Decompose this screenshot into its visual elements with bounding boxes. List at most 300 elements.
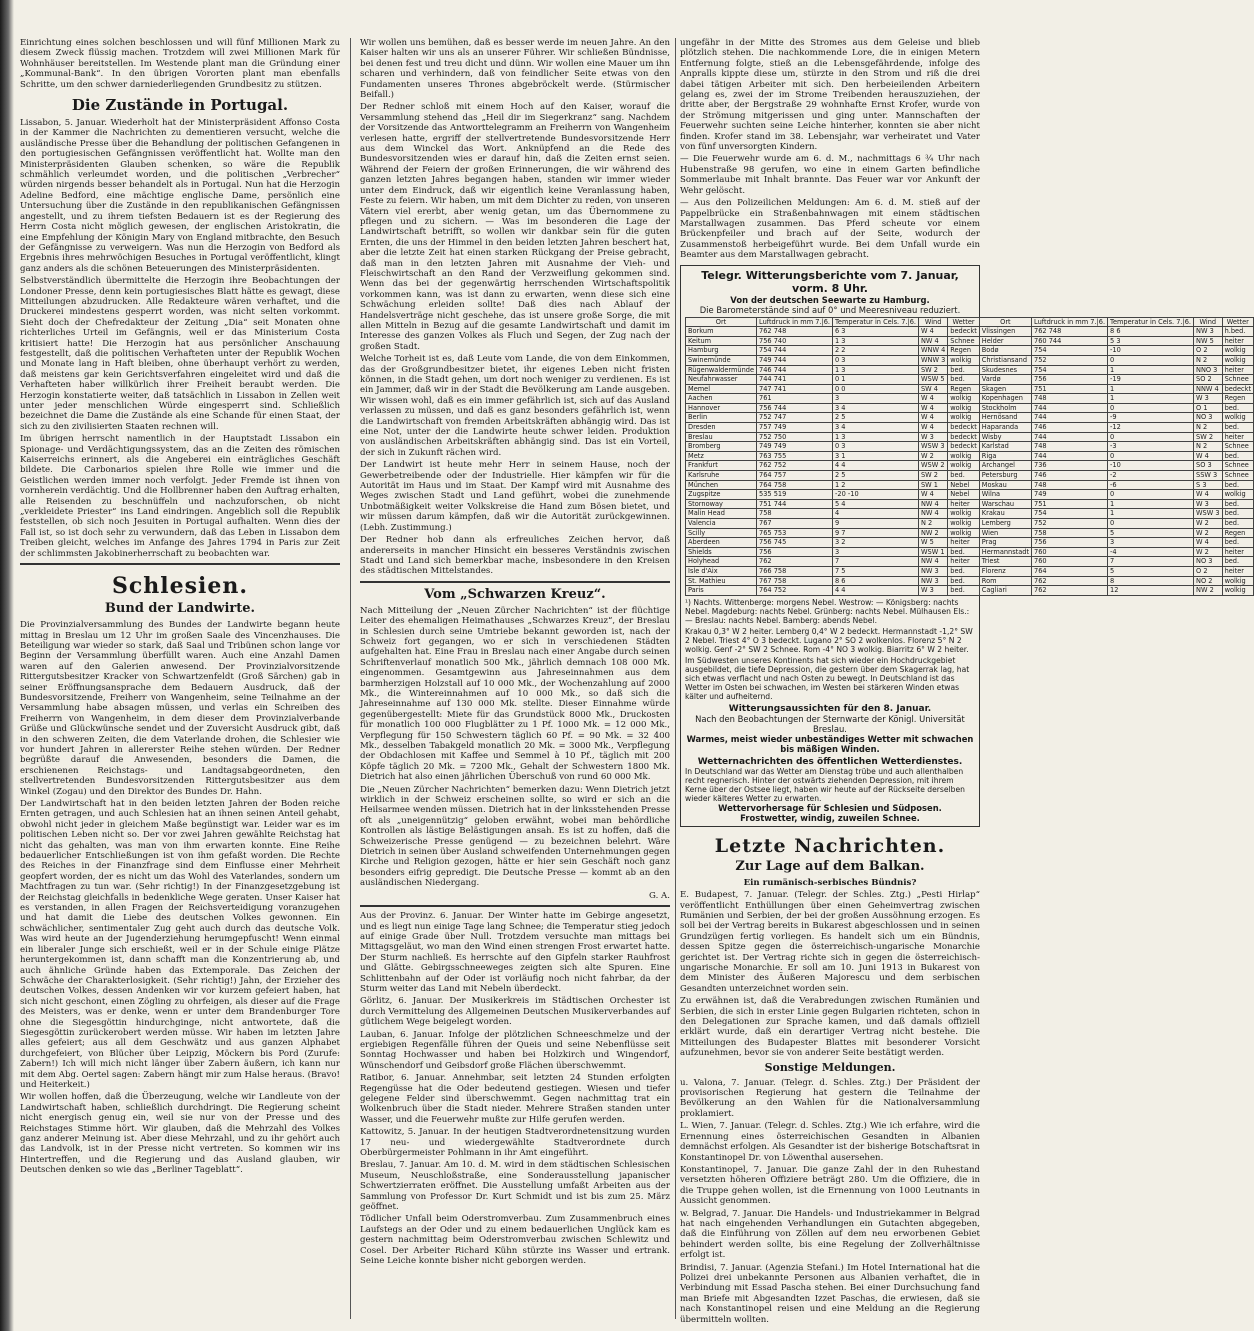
weather-table-cell: 751 [1032,384,1108,394]
balkan-subheadline: Ein rumänisch-serbisches Bündnis? [743,877,917,888]
weather-table-row [686,432,1254,442]
weather-table-cell: 7 [833,557,919,567]
portugal-paragraph-3: Im übrigen herrscht namentlich in der Hauptstadt Lissabon ein Spionage- und Verdächtigungssystem, das an die Zeiten des römischen Kaiserreichs erinnert, als die Angeberei ein einträgliches Geschäft bildete. Die Carbonarios spielen ihre Rolle wie immer und die Geistlichen werden immer noch verfolgt. Jeder Fremde ist ihnen von vornherein verdächtig. Und die Hollbrenner haben den Auftrag erhalten, alle Reisenden zu beschnüffeln und nachzuforschen, ob nicht „verkleidete Priester“ ins Land eindringen. Angeblich soll die Republik feststellen, ob sich noch Jesuiten in Portugal aufhalten. Wenn dies der Fall ist, so ist doch sehr zu verwundern, daß das Leben in Lissabon dem Treiben gleicht, welches im Anfange des Jahres 1794 in Paris zur Zeit der schlimmsten Jakobinerherrschaft zu beobachten war. [20,434,340,559]
weather-table-row [686,375,1254,385]
weather-table-cell: 762 [1032,576,1108,586]
weather-table-cell: W 4 [919,327,948,337]
late-paragraph-6: w. Belgrad, 7. Januar. Die Handels- und Industriekammer in Belgrad hat nach eingehenden Verhandlungen ein Gutachten abgegeben, daß die Einführung von Zöllen auf dem neu erworbenen Gebiet behindert werden sollte, bis eine Regelung der Zollverhältnisse erfolgt ist. [680,1208,980,1261]
weather-table-cell: Breslau [686,432,757,442]
weather-table-row [686,413,1254,423]
weather-table-cell: SW 2 [919,365,948,375]
weather-table-header: Temperatur in Cels. 7.|6. [833,317,919,327]
weather-table-row [686,384,1254,394]
weather-table-cell: 3 [833,394,919,404]
weather-table-row [686,451,1254,461]
weather-table-cell: 1 3 [833,432,919,442]
weather-table-cell: wolkig [1222,576,1254,586]
weather-table-cell: 756 [1032,538,1108,548]
weather-table-cell: Regen [1222,528,1254,538]
weather-table-cell: Borkum [686,327,757,337]
weather-table-cell: bed. [948,365,980,375]
weather-table-row [686,471,1254,481]
section-divider [360,905,670,907]
weather-table-cell: Bromberg [686,442,757,452]
weather-table-cell: -12 [1108,423,1194,433]
weather-table-cell: -2 [1108,471,1194,481]
late-paragraph-2: Zu erwähnen ist, daß die Verabredungen zwischen Rumänien und Serbien, die sich in erster Linie gegen Bulgarien richteten, schon in den Delegationen zur Sprache kamen, und daß damals offiziell erklärt wurde, daß ein derartiger Vertrag nicht bestehe. Die Mitteilungen des Budapester Blattes mit besonderer Vorsicht aufzunehmen, bevor sie von anderer Seite bestätigt werden. [680,996,980,1059]
landwirte-continued-2: Der Redner schloß mit einem Hoch auf den Kaiser, worauf die Versammlung stehend das „Heil dir im Siegerkranz“ sang. Nachdem der Vorsitzende das Antworttelegramm an Freiherrn von Wangenheim verlesen hatte, ergriff der stellvertretende Bundesvorsitzende Herr aus dem Winckel das Wort. Anknüpfend an die Rede des Bundesvorsitzenden wies er darauf hin, daß die Zeiten ernst seien. Während der Feiern der großen Erinnerungen, die wir während des ganzen letzten Jahres begangen haben, standen wir immer wieder unter dem Eindruck, daß wir eigentlich keine Veranlassung haben, Feste zu feiern. Wir haben, um mit dem Dichter zu reden, von unseren Vätern viel ererbt, aber wenig getan, um das Übernommene zu pflegen und zu sichern. — Was im besonderen die Lage der Landwirtschaft betrifft, so wollen wir dankbar sein für die guten Ernten, die uns der Himmel in den beiden letzten Jahren beschert hat, aber die letzte Zeit hat einen starken Rückgang der Preise gebracht, daß man in den letzten Jahren mit Ausnahme der Vieh- und Fleischwirtschaft an den Rand der Verzweiflung gekommen sind. Wenn das bei der gegenwärtig herrschenden Wirtschaftspolitik vorkommen kann, was ist dann zu erwarten, wenn diese sich eine Schwächung erleiden sollte! Daß dies nach Ablauf der Handelsverträge nicht geschehe, das ist unsere große Sorge, die mit allen Mitteln in Bezug auf die gesamte Landwirtschaft und damit im Interesse des ganzen Volkes als Fluch und Segen, der Zug nach der großen Stadt. [360,102,670,352]
weather-table-cell: 762 [757,557,833,567]
column-2 [360,38,670,1319]
weather-table-cell: NW 3 [919,566,948,576]
weather-table-cell: Regen [948,346,980,356]
weather-table-cell: wolkig [948,355,980,365]
weather-table-row [686,576,1254,586]
weather-table-cell: Stornoway [686,499,757,509]
weather-table-cell: NW 3 [919,576,948,586]
weather-table-cell: Regen [1222,394,1254,404]
weather-table-cell: -20 -10 [833,490,919,500]
weather-table-cell: bedeckt [948,327,980,337]
weather-table-cell: 3 4 [833,423,919,433]
weather-table-cell: wolkig [948,451,980,461]
weather-table-cell: 760 [1032,557,1108,567]
weather-table-cell: 3 1 [833,451,919,461]
weather-table-cell: 9 [833,519,919,529]
intro-paragraph: Einrichtung eines solchen beschlossen und will fünf Millionen Mark zu diesem Zweck flüssig machen. Trotzdem will zwei Millionen Mark für Wohnhäuser bereitstellen. Im Westende plant man die Gründung einer „Kommunal-Bank“. In den übrigen Vororten plant man ebenfalls Schritte, um den schwer darniederliegenden Grundbesitz zu stützen. [20,38,340,90]
weather-service-text: In Deutschland war das Wetter am Dienstag trübe und auch allenthalben recht regnerisch. Hinter der ostwärts ziehenden Depression, mit ihrem Kerne über der Ostsee liegt, haben wir heute auf der Rückseite derselben wieder kälteres Wetter zu erwarten. [685,766,965,803]
weather-table-cell: 756 [1032,375,1108,385]
weather-table-cell: heiter [948,538,980,548]
weather-table-cell: NW 4 [919,499,948,509]
weather-table-cell: 763 755 [757,451,833,461]
weather-report-title: Telegr. Witterungsberichte vom 7. Januar, vorm. 8 Uhr. [701,268,959,295]
weather-table-cell: NW 4 [919,509,948,519]
weather-table-cell: WSW 1 [919,547,948,557]
weather-table-cell: 754 744 [757,346,833,356]
polizei-paragraph: — Aus den Polizeilichen Meldungen: Am 6. d. M. stieß auf der Pappelbrücke ein Straßenbahnwagen mit einem städtischen Marstallwagen zusammen. Das Pferd scheute vor einem Brückenpfeiler und brach auf der Seite, wodurch der Zusammenstoß herbeigeführt wurde. Bei dem Unfall wurde ein Beamter aus dem Marstallwagen gebracht. [680,198,980,261]
weather-table-cell: SO 2 [1194,375,1223,385]
weather-table-row [686,547,1254,557]
weather-table-cell: 746 744 [757,365,833,375]
ratibor-paragraph: Ratibor, 6. Januar. Annehmbar, seit letzten 24 Stunden erfolgten Regengüsse hat die Oder bedeutend gestiegen. Wiesen und tiefer gelegene Felder sind überschwemmt. Gegen nachmittag trat ein Wolkenbruch über die Stadt nieder. Mehrere Straßen standen unter Wasser, und die Feuerwehr mußte zur Hilfe gerufen werden. [360,1073,670,1125]
weather-table-cell: 748 [1032,442,1108,452]
weather-table-cell: -10 [1108,461,1194,471]
weather-table-cell: 0 [1108,432,1194,442]
weather-table-cell: heiter [1222,336,1254,346]
weather-table-cell: 7 [1108,557,1194,567]
weather-table-cell: Schnee [1222,442,1254,452]
weather-table-cell: 0 3 [833,355,919,365]
weather-table-cell: 5 4 [833,499,919,509]
weather-table-cell: Swinemünde [686,355,757,365]
weather-table-cell: N 2 [1194,442,1223,452]
weather-table-cell: 767 758 [757,576,833,586]
weather-table-header: Ort [979,317,1031,327]
weather-table-cell: Paris [686,586,757,596]
weather-table-cell: wolkig [1222,346,1254,356]
weather-table-cell: 2 2 [833,346,919,356]
sonstige-headline: Sonstige Meldungen. [764,1060,896,1074]
weather-table-cell: bed. [1222,509,1254,519]
weather-table-cell: NW 2 [919,528,948,538]
weather-table-cell: 749 [1032,490,1108,500]
weather-table-cell: 749 749 [757,442,833,452]
weather-table-cell: bed. [1222,423,1254,433]
weather-table-cell: 1 3 [833,336,919,346]
weather-table-cell: -19 [1108,375,1194,385]
weather-table-cell: Florenz [979,566,1031,576]
weather-table-row [686,528,1254,538]
portugal-paragraph-2: Selbstverständlich übermittelte die Herzogin ihre Beobachtungen der Londoner Presse, denn kein portugiesisches Blatt hätte es gewagt, diese Mitteilungen abzudrucken. Alle Redakteure wären verhaftet, und die Druckerei mindestens gesperrt worden, was nicht selten vorkommt. Sieht doch der Chefredakteur der Zeitung „Dia“ seit Monaten ohne richterliches Urteil im Gefängnis, weil er das Ministerium Costa kritisiert hatte! Die Herzogin hat aus persönlicher Anschauung festgestellt, daß die politischen Verhafteten unter der Republik Wochen und Monate lang in Haft bleiben, ohne überhaupt verhört zu werden, daß meistens gar kein Gerichtsverfahren eingeleitet wird und daß die Verhafteten haber willkürlich ihrer Freiheit beraubt werden. Die Herzogin konstatierte weiter, daß tatsächlich in Lissabon in Zellen weit unter jeder menschlichen Würde eingesperrt sind. Schließlich bezeichnet die Dame die Zustände als eine Schande für einen Staat, der sich zu den zivilisierten Staaten rechnen will. [20,276,340,432]
weather-table-cell: Triest [979,557,1031,567]
weather-table-cell: Wien [979,528,1031,538]
weather-table-cell: W 5 [919,538,948,548]
weather-table-cell: bedeckt [948,432,980,442]
weather-table-cell: 5 3 [1108,336,1194,346]
weather-table-row [686,442,1254,452]
weather-table-cell: bed. [1222,451,1254,461]
weather-table [685,317,1254,596]
weather-table-cell: 764 758 [757,480,833,490]
weather-table-cell: Rügenwaldermünde [686,365,757,375]
weather-table-cell: NO 3 [1194,557,1223,567]
weather-table-cell: Frankfurt [686,461,757,471]
weather-table-row [686,538,1254,548]
weather-table-cell: Valencia [686,519,757,529]
weather-table-row [686,365,1254,375]
weather-table-cell: Vardø [979,375,1031,385]
weather-table-row [686,480,1254,490]
weather-table-cell: 767 [757,519,833,529]
weather-table-cell: wolkig [1222,355,1254,365]
weather-table-cell: bed. [948,576,980,586]
weather-table-cell: 1 [1108,365,1194,375]
weather-table-cell: Isle d'Aix [686,566,757,576]
weather-table-cell: Petersburg [979,471,1031,481]
weather-table-cell: W 4 [1194,490,1223,500]
late-news-headline: Letzte Nachrichten. [714,834,946,857]
weather-table-cell: wolkig [948,461,980,471]
weather-report-box [680,265,1252,827]
weather-table-cell: St. Mathieu [686,576,757,586]
weather-table-cell: wolkig [948,394,980,404]
weather-table-cell: 751 744 [757,499,833,509]
weather-table-cell: W 4 [919,413,948,423]
weather-table-header: Luftdruck in mm 7.|6. [1032,317,1108,327]
weather-table-cell: h.bed. [1222,327,1254,337]
weather-table-cell: 758 [757,509,833,519]
weather-table-cell: 747 741 [757,384,833,394]
weather-table-row [686,557,1254,567]
weather-table-cell: W 4 [1194,538,1223,548]
weather-table-header: Wind [919,317,948,327]
kreuz-paragraph-1: Nach Mitteilung der „Neuen Zürcher Nachrichten“ ist der flüchtige Leiter des ehemaligen Heimathauses „Schwarzes Kreuz“, der Breslau in Schlesien durch seine Umtriebe bekannt geworden ist, nach der Schweiz fort gegangen, wo er sich in verschiedenen Städten aufgehalten hat. Eine Frau in Breslau nach einer Angabe durch seinen Schriftenverlauf monatlich 500 Mk., jährlich demnach 108 000 Mk. eingenommen. Gesamtgewinn aus Jahreseinnahmen aus dem barmherzigen Holzstall auf 10 000 Mk., der Wochenzahlung auf 2000 Mk., die Wintereinnahmen auf 10 000 Mk., so daß sich die Jahreseinnahme auf 130 000 Mk. stellte. Dieser Einnahme würde gegenübergestellt: Miete für das Grundstück 8000 Mk., Druckosten für monatlich 100 000 Flugblätter zu 1 Pf. 1000 Mk. = 12 000 Mk., Verpflegung für 150 Schwestern täglich 60 Pf. = 90 Mk. = 32 400 Mk., desselben Tabakgeld monatlich 20 Mk. = 3000 Mk., Verpflegung der Obdachlosen mit Kaffee und Semmel à 10 Pf., täglich mit 200 Köpfe täglich 20 Mk. = 7200 Mk., Gehalt der Schwestern 1800 Mk. Dietrich hat also einen jährlichen Überschuß von rund 60 000 Mk. [360,605,670,783]
weather-table-cell: 744 741 [757,375,833,385]
weather-table-cell: 761 [757,394,833,404]
weather-table-cell: SSW 3 [1194,471,1223,481]
weather-table-cell: NNO 3 [1194,365,1223,375]
weather-table-row [686,490,1254,500]
landwirte-continued-4: Der Landwirt ist heute mehr Herr in seinem Hause, noch der Gewerbetreibende oder der Industrielle. Hier kämpfen wir für die Autorität im Haus und im Staat. Der Kampf wird mit Ausnahme des Weges zwischen Stadt und Land geführt, wobei die zunehmende Unbotmäßigkeit weiter Volkskreise die Hand zum Bösen bietet, und wir müssen darum kämpfen, daß wir die Autorität zurückgewinnen. (Lebh. Zustimmung.) [360,460,670,533]
weather-table-cell: heiter [1222,365,1254,375]
weather-table-cell: WNW 3 [919,355,948,365]
weather-table-cell: W 4 [919,490,948,500]
weather-table-cell: Karlsruhe [686,471,757,481]
weather-table-cell: 760 [1032,547,1108,557]
weather-table-cell: 754 [1032,365,1108,375]
weather-table-cell: O 2 [1194,346,1223,356]
weather-table-cell: 746 [1032,471,1108,481]
landwirte-continued-5: Der Redner hob dann als erfreuliches Zeichen hervor, daß andererseits in mancher Hinsicht ein besseres Verständnis zwischen Stadt und Land sich bemerkbar mache, insbesondere in den Kreisen des städtischen Mittelstandes. [360,535,670,577]
weather-table-cell: 764 [1032,566,1108,576]
weather-table-cell: O 2 [1194,566,1223,576]
late-paragraph-5: Konstantinopel, 7. Januar. Die ganze Zahl der in den Ruhestand versetzten höheren Offiziere beträgt 280. Um die Offiziere, die in die Truppe gehen wollen, ist die Ernennung von 1000 Leutnants in Aussicht genommen. [680,1164,980,1207]
weather-table-cell: Hermannstadt [979,547,1031,557]
weather-table-cell: 764 752 [757,586,833,596]
weather-table-cell: bedeckt [948,423,980,433]
weather-table-cell: 535 519 [757,490,833,500]
weather-table-cell: W 4 [919,394,948,404]
weather-table-cell: Riga [979,451,1031,461]
weather-table-cell: 3 [833,547,919,557]
weather-table-cell: bed. [1222,403,1254,413]
weather-table-cell: -9 [1108,413,1194,423]
forecast-title: Witterungsaussichten für den 8. Januar. [728,703,932,714]
weather-table-cell: -3 [1108,442,1194,452]
weather-table-cell: Hannover [686,403,757,413]
weather-table-cell: NO 2 [1194,576,1223,586]
weather-table-cell: 746 [1032,423,1108,433]
weather-table-cell: 1 [1108,394,1194,404]
weather-table-cell: 762 748 [757,327,833,337]
weather-table-cell: 760 744 [1032,336,1108,346]
unfall-paragraph: Tödlicher Unfall beim Oderstromverbau. Zum Zusammenbruch eines Laufstegs an der Oder und zu einem bedauerlichen Unglück kam es gestern nachmittag beim Oderstromverbau zwischen Schlewitz und Cosel. Der Arbeiter Richard Kühn stürzte ins Wasser und ertrank. Seine Leiche konnte bisher nicht geborgen werden. [360,1214,670,1267]
weather-table-cell: Aachen [686,394,757,404]
weather-table-row [686,346,1254,356]
weather-table-cell: 9 7 [833,528,919,538]
weather-table-cell: WSW 3 [1194,509,1223,519]
weather-table-cell: 0 1 [833,375,919,385]
weather-table-cell: bed. [948,566,980,576]
weather-table-cell: Warschau [979,499,1031,509]
weather-table-cell: Scilly [686,528,757,538]
forecast-source: Nach den Beobachtungen der Sternwarte der Königl. Universität Breslau. [695,713,965,734]
weather-table-cell: 758 [1032,528,1108,538]
weather-table-cell: -6 [1108,480,1194,490]
weather-table-cell: Aberdeen [686,538,757,548]
weather-table-cell: 8 6 [1108,327,1194,337]
weather-table-cell: bed. [1222,480,1254,490]
weather-table-cell: Vlissingen [979,327,1031,337]
column-rule-1 [350,38,351,1319]
weather-table-cell: München [686,480,757,490]
weather-table-cell: Hernösand [979,413,1031,423]
weather-table-cell: 0 [1108,451,1194,461]
weather-table-cell: Nebel [948,490,980,500]
breslau-paragraph: Breslau, 7. Januar. Am 10. d. M. wird in dem städtischen Schlesischen Museum, Neuschloßstraße, eine Sonderausstellung japanischer Schwertzierraten eröffnet. Die Ausstellung umfaßt Arbeiten aus der Sammlung von Professor Dr. Kurt Schmidt und ist bis zum 25. März geöffnet. [360,1160,670,1213]
weather-table-cell: 3 4 [833,403,919,413]
portugal-headline: Die Zustände in Portugal. [71,96,289,115]
weather-table-cell: 754 [1032,346,1108,356]
weather-table-header: Ort [686,317,757,327]
weather-table-header: Wind [1194,317,1223,327]
weather-table-cell: W 4 [919,423,948,433]
weather-table-cell: wolkig [948,403,980,413]
weather-table-cell: 744 [1032,432,1108,442]
weather-table-cell: W 2 [919,451,948,461]
weather-table-cell: 751 [1032,499,1108,509]
weather-table-cell: 756 [757,547,833,557]
weather-table-cell: bed. [1222,519,1254,529]
weather-table-row [686,566,1254,576]
weather-table-cell: 0 [1108,355,1194,365]
weather-table-cell: 1 [1108,499,1194,509]
weather-table-cell: NNW 4 [1194,384,1223,394]
weather-table-cell: 0 [1108,490,1194,500]
weather-table-cell: Zugspitze [686,490,757,500]
weather-table-cell: W 2 [1194,547,1223,557]
weather-table-cell: WNW 4 [919,346,948,356]
weather-table-header: Luftdruck in mm 7.|6. [757,317,833,327]
late-paragraph-7: Brindisi, 7. Januar. (Agenzia Stefani.) Im Hotel International hat die Polizei drei unbekannte Personen aus Albanien verhaftet, die in Verbindung mit Essad Pascha stehen. Bei einer Durchsuchung fand man Briefe mit Abgesandten Izzet Paschas, die erwiesen, daß sie nach Konstantinopel reisen und eine Meldung an die Regierung übermitteln wollten. [680,1262,980,1325]
weather-table-cell: 2 5 [833,471,919,481]
weather-table-cell: bedeckt [948,442,980,452]
weather-table-cell: SW 1 [919,480,948,490]
weather-table-row [686,519,1254,529]
weather-table-cell: Helder [979,336,1031,346]
page-binding-edge [0,0,14,1331]
weather-table-cell: 764 757 [757,471,833,481]
weather-table-cell: Kopenhagen [979,394,1031,404]
weather-table-cell: Skagen [979,384,1031,394]
column-rule-2 [675,38,676,1319]
portugal-paragraph-1: Lissabon, 5. Januar. Wiederholt hat der Ministerpräsident Affonso Costa in der Kammer die Nachrichten zu dementieren versucht, welche die ausländische Presse über die Behandlung der politischen Gefangenen in den portugiesischen Gefängnissen veröffentlicht hat. Wollte man den Ministerpräsidenten Glauben schenken, so wäre die Republik schmählich verleumdet worden, und die politischen „Verbrecher“ würden nirgends besser behandelt als in Portugal. Nun hat die Herzogin Adeline Bedford, eine mächtige englische Dame, persönlich eine Untersuchung über die Zustände in den republikanischen Gefängnissen angestellt, und zu ihrem tiefsten Bedauern ist es der Regierung des Herrn Costa nicht möglich gewesen, der englischen Aristokratin, die eine Empfehlung der Königin Mary von England mitbrachte, den Besuch der Gefängnisse zu verweigern. Was nun die Herzogin von Bedford als Ergebnis ihres mehrwöchigen Besuches in Portugal veröffentlicht, klingt ganz anders als die schönen Beteuerungen des Ministerpräsidenten. [20,118,340,274]
weather-table-cell: -10 [1108,346,1194,356]
weather-table-cell: W 4 [919,403,948,413]
weather-table-cell: N 2 [919,519,948,529]
forecast-text: Warmes, meist wieder unbeständiges Wetter mit schwachen bis mäßigen Winden. [686,733,974,754]
weather-table-cell: wolkig [948,413,980,423]
weather-table-cell: Nebel [948,480,980,490]
weather-table-cell: 744 [1032,413,1108,423]
weather-table-cell: 8 6 [833,576,919,586]
weather-table-cell: N 2 [1194,355,1223,365]
weather-table-header: Wetter [1222,317,1254,327]
weather-table-cell: Cagliari [979,586,1031,596]
weather-table-cell: 5 [1108,528,1194,538]
landwirte-continued-3: Welche Torheit ist es, daß Leute vom Lande, die von dem Einkommen, das der Großgrundbesitzer bietet, ihr eigenes Leben nicht fristen können, in die Stadt gehen, um dort noch weniger zu verdienen. Es ist ein Jammer, daß wir in der Stadt die Bevölkerung am Lande ausgeben. Wir wissen wohl, daß es ein immer gefährlich ist, sich auf das Ausland verlassen zu müssen, und daß es ganz besonders gefährlich ist, wenn die Landwirtschaft von fremden Arbeitskräften abhängig wird. Das ist eine Not, unter der die Landwirte heute schwer leiden. Produktion von ausländischen Arbeitskräften abhängig sind. Das ist ein Vorteil, der sich in Zukunft rächen wird. [360,354,670,458]
weather-table-row [686,394,1254,404]
weather-table-cell: Regen [948,384,980,394]
weather-table-cell: -4 [1108,547,1194,557]
weather-table-cell: Schnee [948,336,980,346]
column-1 [20,38,340,1319]
weather-table-row [686,403,1254,413]
weather-table-cell: 748 [1032,480,1108,490]
weather-table-cell: Shields [686,547,757,557]
weather-table-cell: bed. [948,586,980,596]
weather-table-cell: W 3 [919,586,948,596]
weather-table-cell: Holyhead [686,557,757,567]
weather-service-title: Wetternachrichten des öffentlichen Wetterdienstes. [697,756,963,767]
weather-table-cell: Metz [686,451,757,461]
weather-table-cell: heiter [948,557,980,567]
weather-table-cell: NW 4 [919,557,948,567]
weather-table-cell: 756 745 [757,538,833,548]
weather-table-cell: Schnee [1222,461,1254,471]
weather-table-cell: W 3 [1194,394,1223,404]
landwirte-continued-1: Wir wollen uns bemühen, daß es besser werde im neuen Jahre. An den Kaiser halten wir uns als an unserer Führer. Wir schließen Bündnisse, bei denen fest und treu dicht und dünn. Wir wollen eine Mauer um ihn scharen und verhindern, daß von feindlicher Seite etwas von den Fundamenten unseres Thrones abgebröckelt werde. (Stürmischer Beifall.) [360,38,670,101]
weather-table-row [686,327,1254,337]
weather-table-cell: 4 [833,509,919,519]
weather-table-header: Wetter [948,317,980,327]
landwirte-headline: Bund der Landwirte. [104,601,256,617]
weather-table-cell: 762 752 [757,461,833,471]
weather-table-cell: NO 3 [1194,413,1223,423]
weather-table-cell: 749 744 [757,355,833,365]
kreuz-paragraph-2: Die „Neuen Zürcher Nachrichten“ bemerken dazu: Wenn Dietrich jetzt wirklich in der Schweiz erscheinen sollte, so wird er sich an die Heilsarmee wenden müssen. Dietrich hat in der linksstehenden Presse oft als „uneigennützig“ geloben erwähnt, wobei man behördliche Kontrollen als lästige Belästigungen ansah. Es ist zu hoffen, daß die Schweizerische Presse genügend — zu bezeichnen belehrt. Wäre Dietrich in seinen über Ausland schweifenden Unternehmungen gegen Kirche und Religion gezogen, hätte er hier sein Geschäft noch ganz besonders eifrig gepredigt. Die Deutsche Presse — kommt ab an den ausländischen Niedergang. [360,784,670,889]
balkan-headline: Zur Lage auf dem Balkan. [735,858,925,874]
weather-service-forecast-text: Frostwetter, windig, zuweilen Schnee. [740,812,920,823]
weather-table-cell: 752 [1032,519,1108,529]
weather-table-cell: bed. [1222,499,1254,509]
late-paragraph-1: E. Budapest, 7. Januar. (Telegr. der Schles. Ztg.) „Pesti Hirlap“ veröffentlicht Enthüllungen über einen Geheimvertrag zwischen Rumänien und Serbien, der bei der großen Aussöhnung erzogen. Es soll bei der Vertrag bereits in Bukarest abgeschlossen und in seinen Grundzügen fertig vorliegen. Es handelt sich um ein Bündnis, dessen Spitze gegen die österreichisch-ungarische Monarchie gerichtet ist. Der Vertrag richte sich in gegen die österreichisch-ungarische Monarchie. Er soll am 10. Juni 1913 in Bukarest von dem Minister des Äußeren Majorescu und dem serbischen Gesandten unterzeichnet worden sein. [680,890,980,994]
weather-table-cell: 752 750 [757,432,833,442]
weather-table-cell: bed. [948,547,980,557]
weather-table-cell: W 2 [1194,528,1223,538]
weather-table-cell: bedeckt [1222,384,1254,394]
weather-table-cell: 1 [1108,509,1194,519]
weather-table-cell: bed. [948,471,980,481]
weather-table-cell: bed. [948,375,980,385]
weather-table-cell: heiter [1222,566,1254,576]
weather-table-cell: Christiansand [979,355,1031,365]
weather-table-cell: 744 [1032,451,1108,461]
weather-table-cell: 2 5 [833,413,919,423]
weather-table-cell: 756 744 [757,403,833,413]
weather-table-row [686,336,1254,346]
weather-table-cell: Bodø [979,346,1031,356]
weather-table-cell: WSW 5 [919,375,948,385]
weather-table-cell: 7 5 [833,566,919,576]
weather-table-cell: wolkig [948,509,980,519]
weather-table-cell: WSW 2 [919,461,948,471]
weather-table-cell: wolkig [1222,586,1254,596]
late-paragraph-3: u. Valona, 7. Januar. (Telegr. d. Schles. Ztg.) Der Präsident der provisorischen Regierung hat gestern die Teilnahme der Bevölkerung an den Wahlen für die Nationalversammlung proklamiert. [680,1077,980,1119]
kreuz-signature: G. A. [649,890,670,901]
weather-table-cell: SO 3 [1194,461,1223,471]
weather-table-row [686,355,1254,365]
weather-table-cell: Memel [686,384,757,394]
weather-table-cell: heiter [1222,547,1254,557]
weather-table-cell: Keitum [686,336,757,346]
landwirte-paragraph-1: Die Provinzialversammlung des Bundes der Landwirte begann heute mittag in Breslau um 12 Uhr im großen Saale des Vincenzhauses. Die Beteiligung war wieder so stark, daß Saal und Tribünen schon lange vor Beginn der Versammlung überfüllt waren. Auch eine Anzahl Damen waren auf den Galerien anwesend. Der Provinzialvorsitzende Rittergutsbesitzer Kracker von Schwartzenfeldt (Groß Särchen) gab in seiner Eröffnungsansprache dem Bedauern Ausdruck, daß der Bundesvorsitzende, Freiherr von Wangenheim, seine Teilnahme an der Versammlung habe absagen müssen, und verlas ein Schreiben des Freiherrn von Wangenheim, in dem dieser dem Provinzialverbande Grüße und Glückwünsche sendet und der Zuversicht Ausdruck gibt, daß in den schweren Zeiten, die dem Vaterlande drohen, die Schlesier wie vor hundert Jahren in allererster Reihe stehen würden. Der Redner begrüßte darauf die Anwesenden, besonders die Damen, die erschienenen Reichstags- und Landtagsabgeordneten, den stellvertretenden Bundesvorsitzenden Rittergutsbesitzer aus dem Winkel (Zogau) und den Direktor des Bundes Dr. Hahn. [20,620,340,797]
weather-table-cell: 762 [1032,586,1108,596]
weather-table-cell: heiter [948,499,980,509]
weather-table-cell: 754 [1032,509,1108,519]
weather-table-cell: 766 758 [757,566,833,576]
weather-table-cell: Lemberg [979,519,1031,529]
goerlitz-paragraph: Görlitz, 6. Januar. Der Musikerkreis im Städtischen Orchester ist durch Vermittelung des Allgemeinen Deutschen Musikerverbandes auf gütlichem Wege beigelegt worden. [360,996,670,1028]
weather-table-cell: W 4 [1194,451,1223,461]
weather-summary: Im Südwesten unseres Kontinents hat sich wieder ein Hochdruckgebiet ausgebildet, die tiefe Depression, die gestern über dem Skagerrak lag, hat sich etwas verflacht und nach Osten zu bewegt. In Deutschland ist das Wetter im Osten bei schwachen, im Westen bei stärkeren Winden etwas kälter und aufheiternd. [685,655,970,701]
weather-table-cell: W 3 [1194,499,1223,509]
weather-table-cell: Schnee [1222,375,1254,385]
weather-table-cell: 4 4 [833,586,919,596]
provinz-paragraph: Aus der Provinz. 6. Januar. Der Winter hatte im Gebirge angesetzt, und es liegt nun einige Tage lang Schnee; die Temperatur stieg jedoch auf einige Grade über Null. Trotzdem versuchte man mittags bei Mittagsgeläut, wo man den Wind einen strengen Frost erwartet hatte. Der Sturm nachließ. Es herrschte auf den Gipfeln starker Rauhfrost und Glätte. Gebirgsschneeweges zeigten sich alte Spuren. Eine Schlittenbahn auf der Oder ist vorläufig noch nicht fahrbar, da der Sturm weiter das Land mit Nebeln überdeckt. [360,911,670,994]
weather-table-cell: 0 [1108,519,1194,529]
